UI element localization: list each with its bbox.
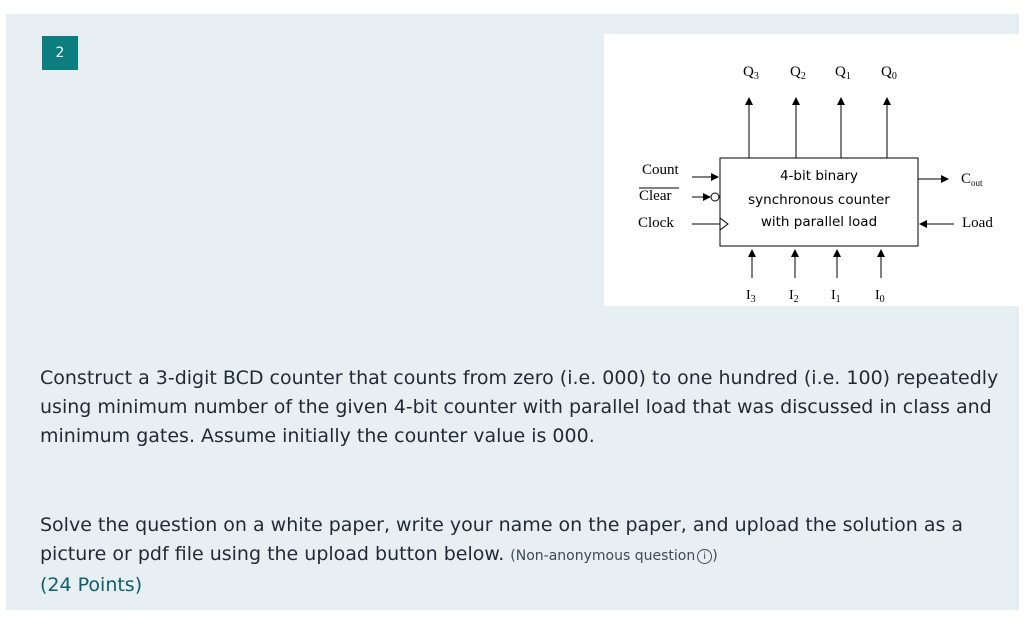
clear-label: Clear [639, 188, 672, 204]
block-line-1: 4-bit binary [779, 168, 859, 184]
question-text: Construct a 3-digit BCD counter that counts from zero (i.e. 000) to one hundred (i.e. 100) repeatedly using minimum number of the given 4-bit counter with parallel load that was discussed in class and minimum gates. Assume initially the counter value is 000. [40, 367, 999, 447]
non-anonymous-note [510, 548, 717, 564]
q3-label: $Q_3$ [743, 64, 759, 82]
i3-label: $I_3$ [746, 288, 756, 305]
cout-label: $C_{out}$ [961, 171, 983, 188]
count-label: Count [642, 162, 679, 178]
counter-diagram [604, 34, 1019, 306]
block-line-2: synchronous counter [748, 192, 890, 208]
note-suffix: ) [712, 548, 718, 564]
load-label: Load [962, 215, 993, 231]
points-label: (24 Points) [40, 574, 143, 596]
q0-label: $Q_0$ [881, 64, 897, 82]
info-icon[interactable]: i [697, 549, 712, 564]
q1-label: $Q_1$ [835, 64, 851, 82]
counter-diagram-svg [604, 34, 1019, 306]
q2-label: $Q_2$ [790, 64, 806, 82]
i0-label: $I_0$ [875, 288, 885, 305]
instruction-text: Solve the question on a white paper, write your name on the paper, and upload the solution as a picture or pdf file using the upload button below. [40, 514, 964, 565]
question-number-badge: 2 [42, 36, 78, 70]
clear-bubble [711, 193, 719, 201]
block-line-3: with parallel load [760, 214, 878, 230]
note-prefix: (Non-anonymous question [510, 548, 696, 564]
clock-label: Clock [638, 215, 674, 231]
i2-label: $I_2$ [789, 288, 799, 305]
question-card [6, 14, 1019, 610]
instruction-block [40, 511, 1015, 600]
i1-label: $I_1$ [831, 288, 841, 305]
